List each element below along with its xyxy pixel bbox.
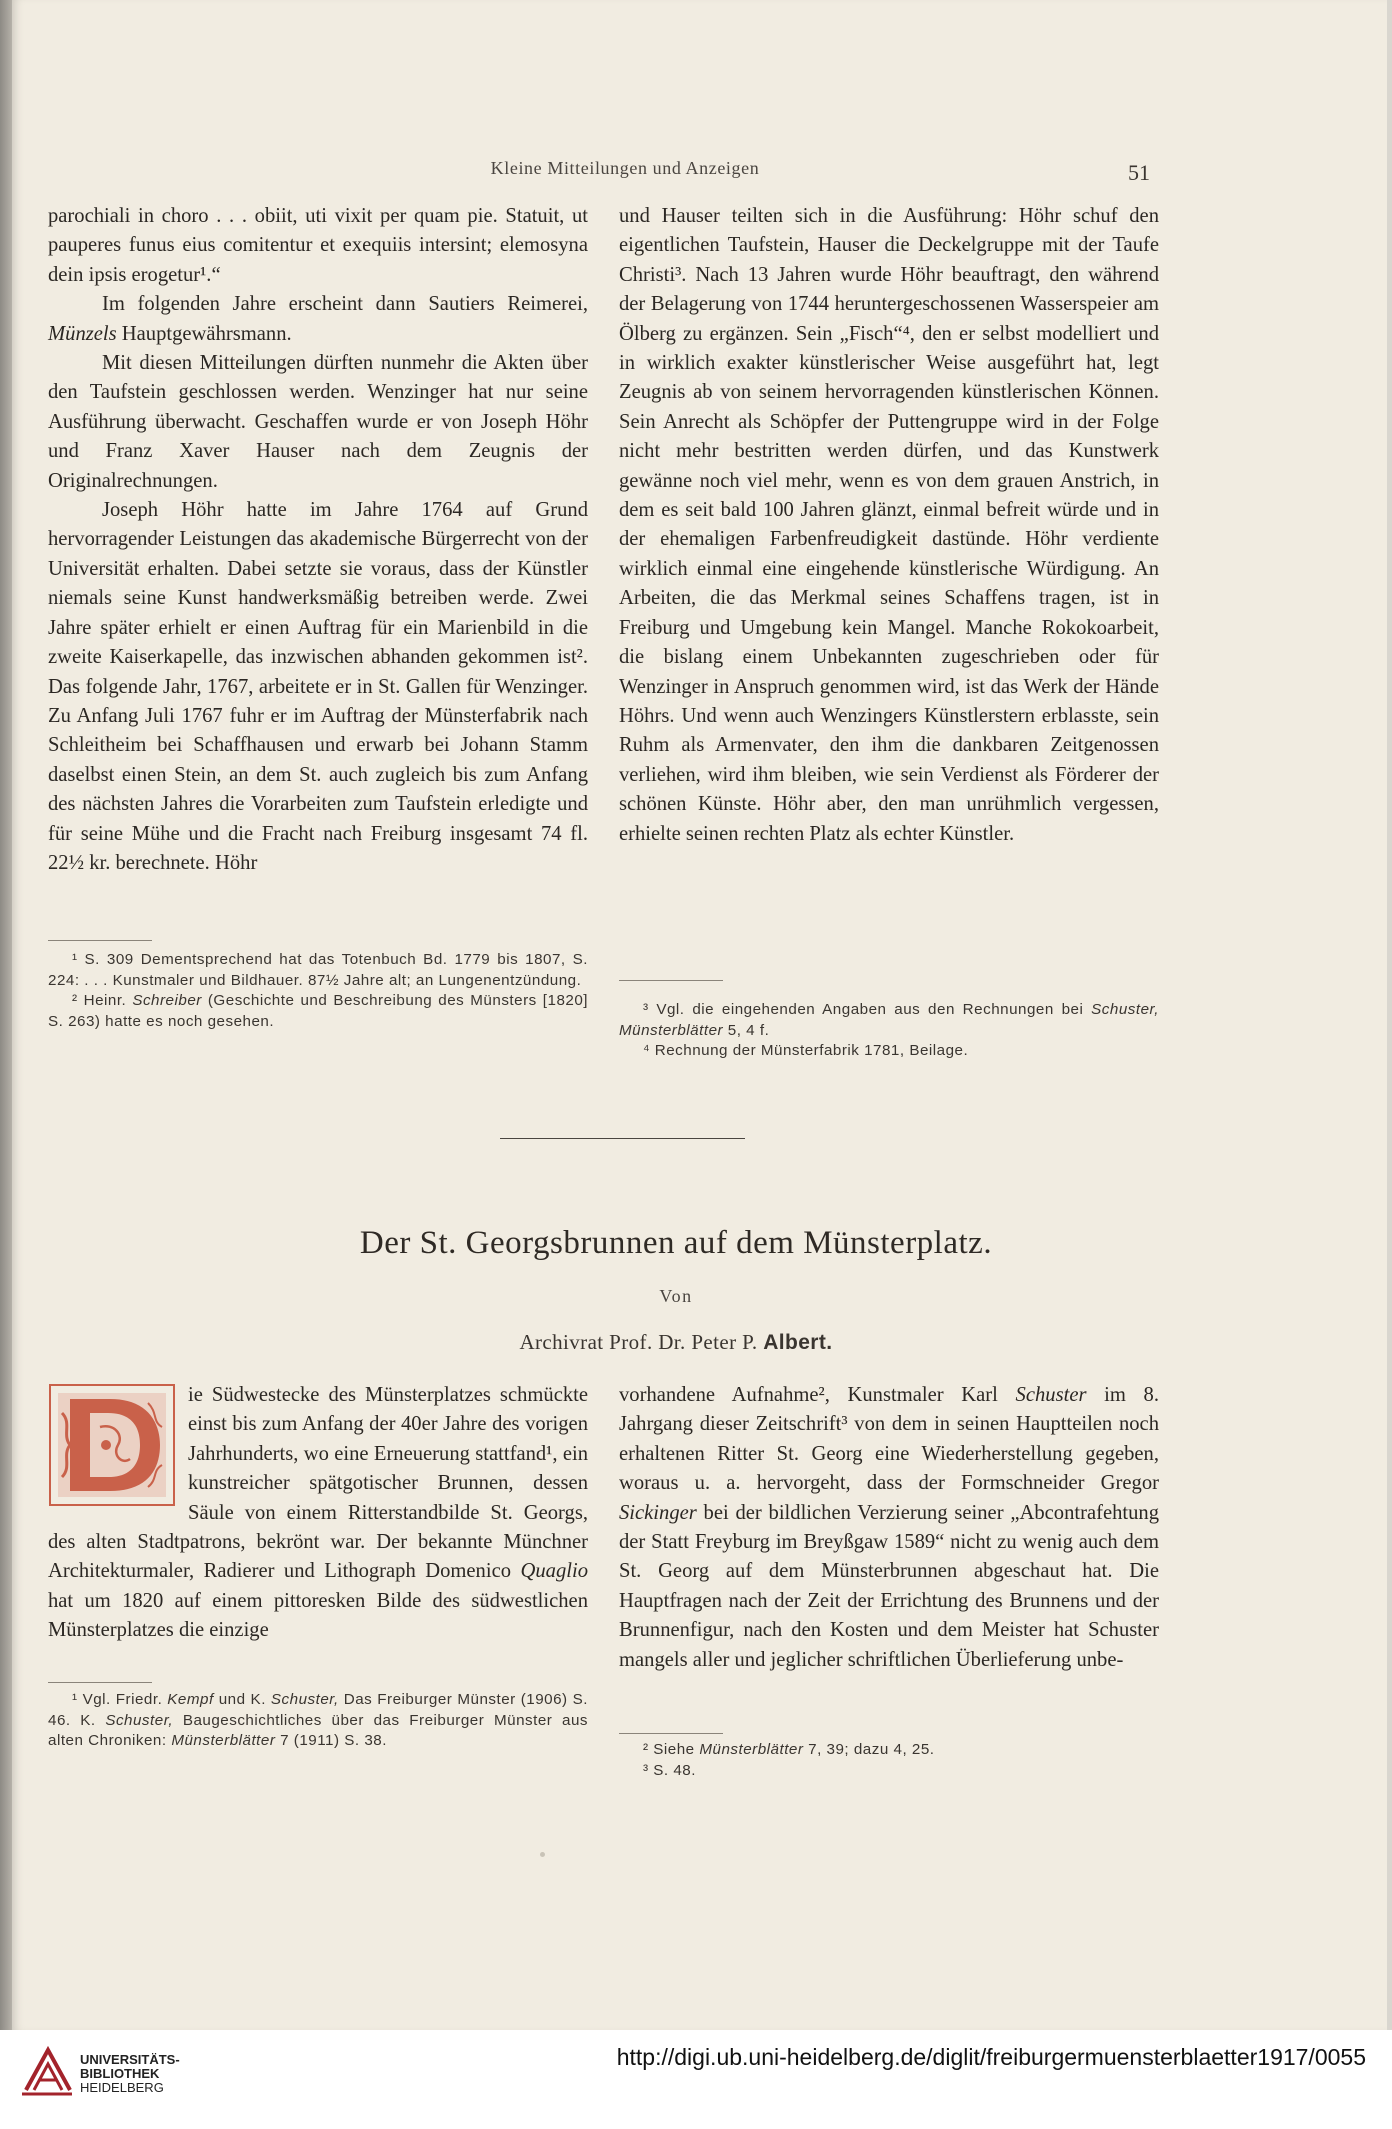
article-title: Der St. Georgsbrunnen auf dem Münsterplatz.	[359, 1225, 993, 1261]
author-line: Archivrat Prof. Dr. Peter P. Albert.	[519, 1330, 833, 1354]
scan-left-edge	[0, 0, 12, 2030]
footnote: ¹ S. 309 Dementsprechend hat das Totenbuch Bd. 1779 bis 1807, S. 224: . . . Kunstmaler und Bildhauer. 87½ Jahre alt; an Lungenentzündung.	[48, 951, 588, 989]
paragraph: Im folgenden Jahre erscheint dann Sautiers Reimerei, Münzels Hauptgewährsmann.	[48, 293, 588, 345]
footnote: ³ Vgl. die eingehenden Angaben aus den Rechnungen bei Schuster, Münsterblätter 5, 4 f.	[619, 1001, 1159, 1039]
ornamental-initial-icon	[48, 1383, 176, 1507]
dropcap-d-icon	[48, 1383, 176, 1507]
footnote-rule	[619, 980, 723, 981]
footnotes-right-bottom	[619, 1740, 1159, 1781]
paper-speck	[540, 1852, 545, 1857]
footnotes-right-top	[619, 1000, 1159, 1062]
footnotes-left-bottom	[48, 1690, 588, 1752]
footnote: ² Heinr. Schreiber (Geschichte und Beschreibung des Münsters [1820] S. 263) hatte es noch gesehen.	[48, 992, 589, 1030]
right-column-bottom	[619, 1381, 1159, 1675]
left-column-bottom	[48, 1381, 588, 1646]
paragraph: parochiali in choro . . . obiit, uti vixit per quam pie. Statuit, ut pauperes funus eius comitentur et exequiis intersint; elemosyna dein ipsis erogetur¹.“	[48, 205, 588, 286]
footnote: ³ S. 48.	[643, 1761, 696, 1779]
author-surname: Albert.	[763, 1331, 833, 1354]
footnote: ² Siehe Münsterblätter 7, 39; dazu 4, 25.	[643, 1741, 935, 1758]
footnote: ¹ Vgl. Friedr. Kempf und K. Schuster, Das Freiburger Münster (1906) S. 46. K. Schuster, Baugeschichtliches über das Freiburger Münster aus alten Chroniken: Münsterblätter 7 (1911) S. 38.	[48, 1691, 588, 1749]
footnote-rule	[619, 1733, 723, 1734]
footnote-rule	[48, 940, 152, 941]
italic-name: Münzels	[48, 322, 117, 345]
paragraph: Joseph Höhr hatte im Jahre 1764 auf Grund hervorragender Leistungen das akademische Bürgerrecht von der Universität erhalten. Dabei setzte sie voraus, dass der Künstler niemals seine Kunst handwerksmäßig betreiben werde. Zwei Jahre später erhielt er einen Auftrag für ein Marienbild in die zweite Kaiserkapelle, das inzwischen abhanden gekommen ist². Das folgende Jahr, 1767, arbeitete er in St. Gallen für Wenzinger. Zu Anfang Juli 1767 fuhr er im Auftrag der Münsterfabrik nach Schleitheim bei Schaffhausen und erwarb bei Johann Stamm daselbst einen Stein, an dem St. auch zugleich bis zum Anfang des nächsten Jahres die Vorarbeiten zum Taufstein erledigte und für seine Mühe und die Fracht nach Freiburg insgesamt 74 fl. 22½ kr. berechnete. Höhr	[48, 499, 588, 874]
paragraph: ie Südwestecke des Münsterplatzes schmückte einst bis zum Anfang der 40er Jahre des vorigen Jahrhunderts, wo eine Erneuerung stattfand¹, ein kunstreicher spätgotischer Brunnen, dessen Säule von einem Ritterstandbilde St. Georgs, des alten Stadtpatrons, bekrönt war. Der bekannte Münchner Architekturmaler, Radierer und Lithograph Domenico Quaglio hat um 1820 auf einem pittoresken Bilde des südwestlichen Münsterplatzes die einzige	[48, 1384, 588, 1642]
footnotes-left-top	[48, 950, 588, 1032]
page-number: 51	[1128, 160, 1150, 185]
running-head: Kleine Mitteilungen und Anzeigen	[490, 158, 760, 178]
paragraph: und Hauser teilten sich in die Ausführung: Höhr schuf den eigentlichen Taufstein, Hauser die Deckelgruppe mit der Taufe Christi³. Nach 13 Jahren wurde Höhr beauftragt, den während der Belagerung von 1744 heruntergeschossenen Wasserspeier am Ölberg zu ergänzen. Sein „Fisch“⁴, den er selbst modelliert und in wirklich exakter künstlerischer Weise ausgeführt hat, legt Zeugnis ab von seinem hervorragenden künstlerischen Können. Sein Anrecht als Schöpfer der Puttengruppe wird in der Folge nicht mehr bestritten werden dürfen, und das Kunstwerk gewänne noch viel mehr, wenn es von dem grauen Anstrich, in dem es seit bald 100 Jahren glänzt, einmal befreit würde und in der ehemaligen Farbenfreudigkeit dastünde. Höhr verdiente wirklich einmal eine eingehende künstlerische Würdigung. An Arbeiten, die das Merkmal seines Schaffens tragen, ist in Freiburg und Umgebung kein Mangel. Manche Rokokoarbeit, die bislang einem Unbekannten zugeschrieben oder für Wenzinger in Anspruch genommen wird, ist das Werk der Hände Höhrs. Und wenn auch Wenzingers Künstlerstern erblasste, sein Ruhm als Armenvater, den ihm die dankbaren Zeitgenossen verliehen, wird ihm bleiben, wie sein Verdienst als Förderer der schönen Künste. Höhr aber, den man unrühmlich vergessen, erhielte seinen rechten Platz als echter Künstler.	[619, 205, 1159, 845]
section-separator	[500, 1138, 745, 1139]
library-name: UNIVERSITÄTS- BIBLIOTHEK HEIDELBERG	[80, 2052, 180, 2095]
byline-von: Von	[659, 1286, 693, 1306]
right-column-top	[619, 202, 1159, 849]
paragraph: Mit diesen Mitteilungen dürften nunmehr die Akten über den Taufstein geschlossen werden. Wenzinger hat nur seine Ausführung überwacht. Geschaffen wurde er von Joseph Höhr und Franz Xaver Hauser nach dem Zeugnis der Originalrechnungen.	[48, 352, 588, 492]
footnote: ⁴ Rechnung der Münsterfabrik 1781, Beilage.	[643, 1042, 969, 1059]
left-column-top	[48, 202, 588, 878]
footnote-rule	[48, 1682, 152, 1683]
ub-heidelberg-logo-icon[interactable]	[18, 2040, 76, 2100]
paragraph: vorhandene Aufnahme², Kunstmaler Karl Schuster im 8. Jahrgang dieser Zeitschrift³ von dem in seinen Hauptteilen noch erhaltenen Ritter St. Georg eine Wiederherstellung gegeben, woraus u. a. hervorgeht, dass der Formschneider Gregor Sickinger bei der bildlichen Verzierung seiner „Abcontrafehtung der Statt Freyburg im Breyßgaw 1589“ nicht zu wenig auch dem St. Georg auf dem Münsterbrunnen abgeschaut hat. Die Hauptfragen nach der Zeit der Errichtung des Brunnens und der Brunnenfigur, nach den Kosten und dem Meister hat Schuster mangels aller und jeglicher schriftlichen Überlieferung unbe-	[619, 1384, 1160, 1671]
permalink-url[interactable]: http://digi.ub.uni-heidelberg.de/diglit/freiburgermuensterblaetter1917/0055	[616, 2044, 1366, 2070]
